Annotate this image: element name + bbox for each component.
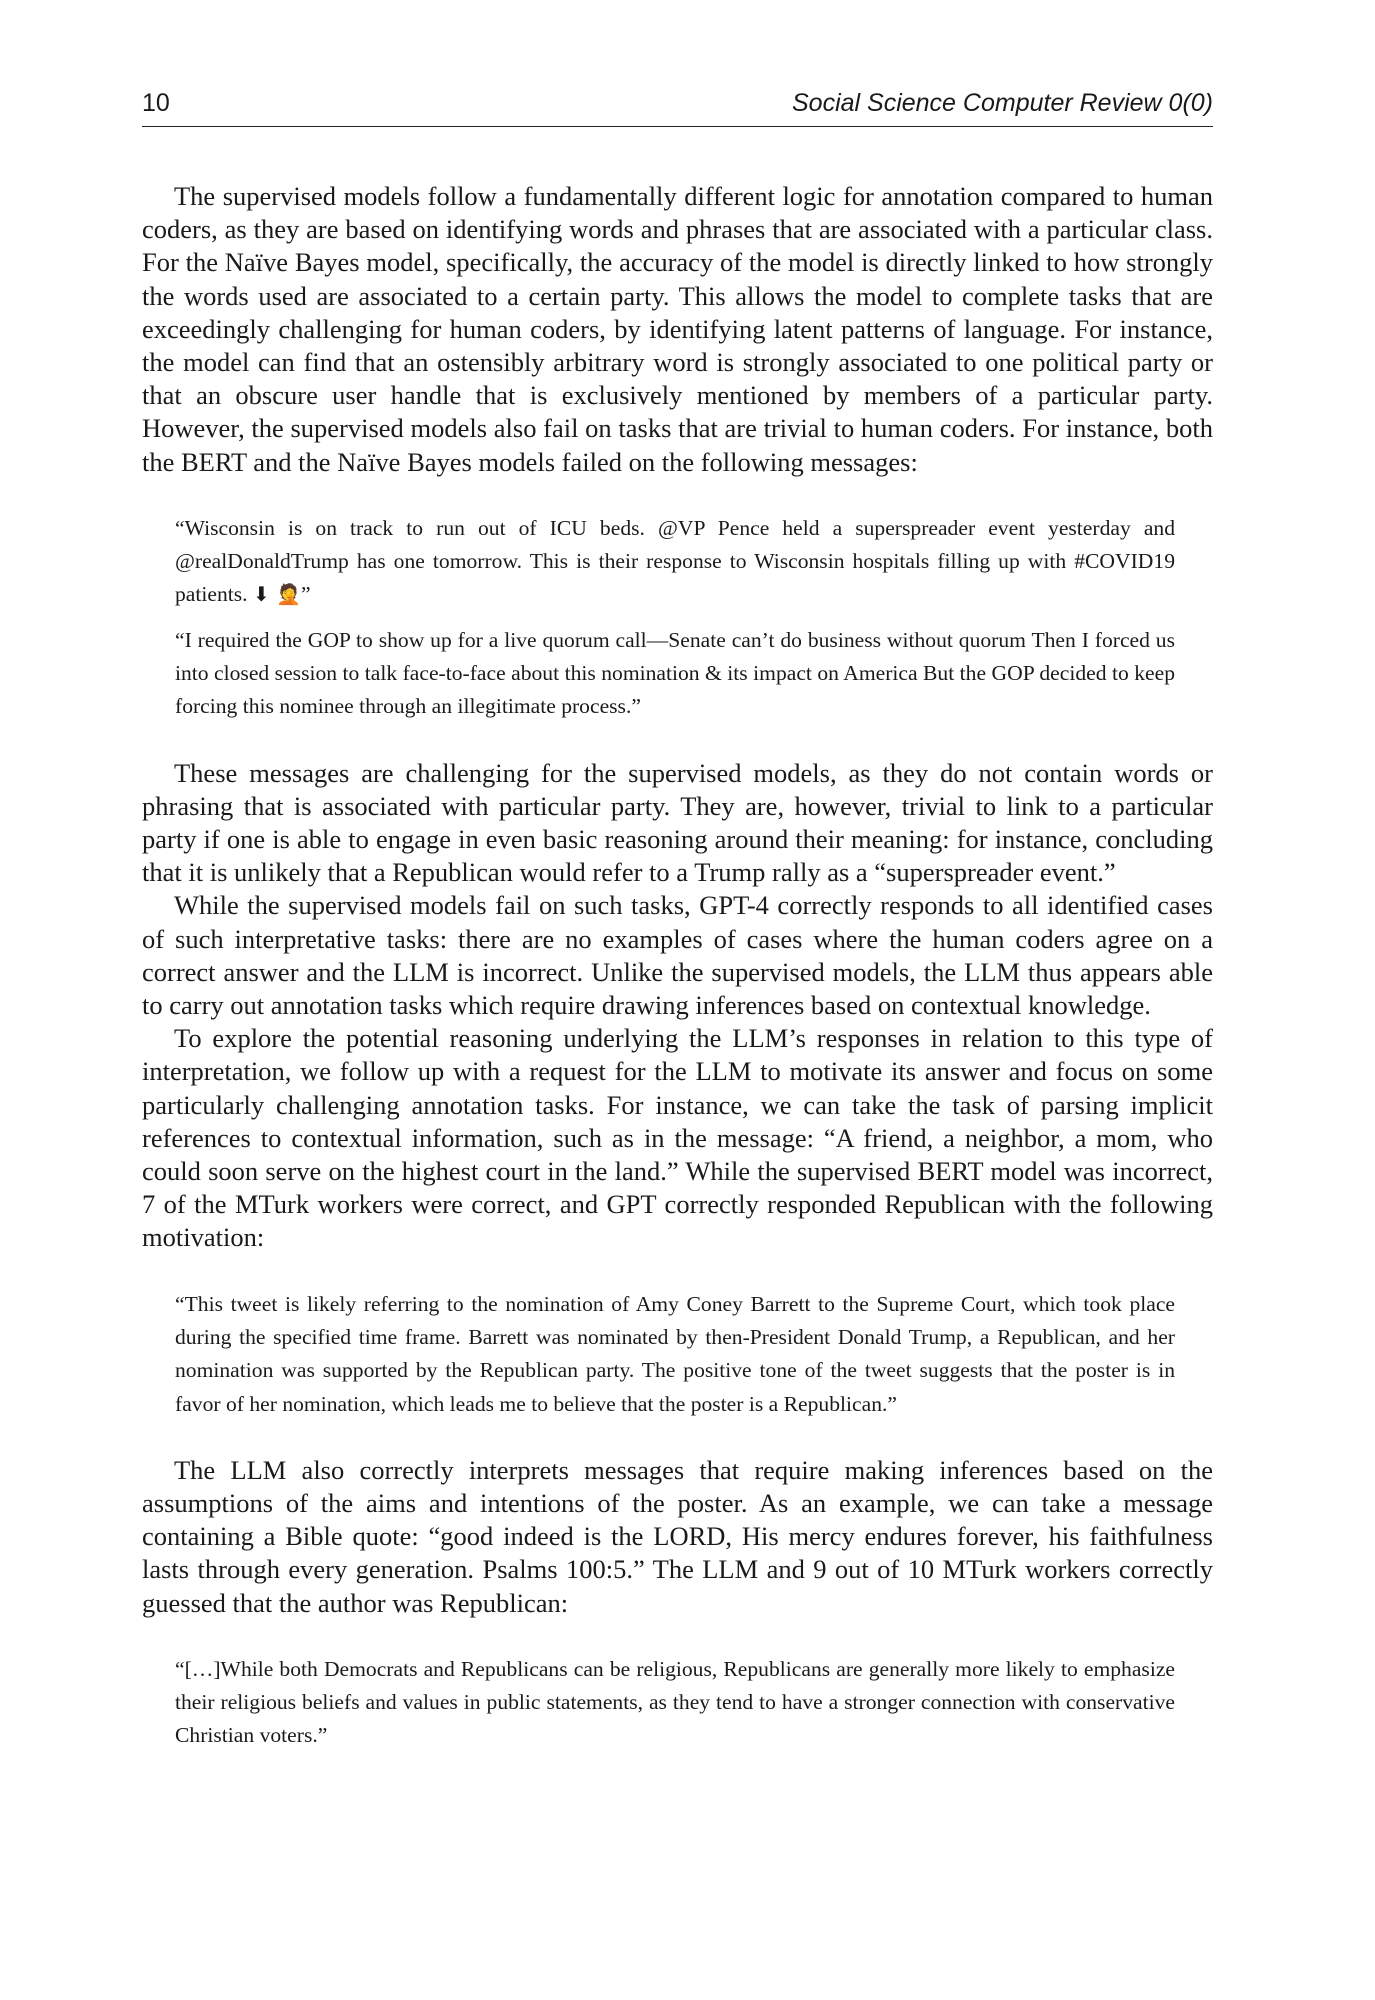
journal-name: Social Science Computer Review 0(0)	[791, 89, 1213, 117]
quote-wisconsin-tweet	[175, 512, 1175, 612]
page-number: 10	[142, 89, 170, 117]
emoji-down-arrow-facepalm-icon: ⬇ 🤦	[252, 582, 302, 607]
article-body	[142, 180, 1213, 1786]
quote-llm-religious-motivation: “[…]While both Democrats and Republicans can be religious, Republicans are generally more likely to emphasize their religious beliefs and values in public statements, as they tend to have a stronger connection with conservative Christian voters.”	[175, 1656, 1175, 1748]
quote-group-barrett	[142, 1288, 1213, 1421]
running-header	[142, 86, 1213, 127]
quote-llm-barrett-motivation: “This tweet is likely referring to the nomination of Amy Coney Barrett to the Supreme Court, which took place during the specified time frame. Barrett was nominated by then-President Donald Trump, a Republican, and her nomination was supported by the Republican party. The positive tone of the tweet suggests that the poster is in favor of her nomination, which leads me to believe that the poster is a Republican.”	[175, 1291, 1175, 1416]
quote-wisconsin-close: ”	[301, 582, 311, 607]
paragraph-bible-quote: The LLM also correctly interprets messages that require making inferences based on the assumptions of the aims and intentions of the poster. As an example, we can take a message containing a Bible quote: “good indeed is the LORD, His mercy endures forever, his faithfulness lasts through every generation. Psalms 100:5.” The LLM and 9 out of 10 MTurk workers correctly guessed that the author was Republican:	[142, 1454, 1213, 1618]
paragraph-gpt4-correct: While the supervised models fail on such tasks, GPT-4 correctly responds to all identified cases of such interpretative tasks: there are no examples of cases where the human coders agree on a correct answer and the LLM is incorrect. Unlike the supervised models, the LLM thus appears able to carry out annotation tasks which require drawing inferences based on contextual knowledge.	[142, 890, 1213, 1021]
quote-wisconsin-text: “Wisconsin is on track to run out of ICU beds. @VP Pence held a superspreader event yesterday and @realDonaldTrump has one tomorrow. This is their response to Wisconsin hospitals filling up with #COVID19 patients.	[175, 515, 1175, 607]
paragraph-challenging-messages: These messages are challenging for the supervised models, as they do not contain words or phrasing that is associated with particular party. They are, however, trivial to link to a particular party if one is able to engage in even basic reasoning around their meaning: for instance, concluding that it is unlikely that a Republican would refer to a Trump rally as a “superspreader event.”	[142, 757, 1213, 888]
paragraph-supervised-models: The supervised models follow a fundamentally different logic for annotation compared to human coders, as they are based on identifying words and phrases that are associated with a particular class. For the Naïve Bayes model, specifically, the accuracy of the model is directly linked to how strongly the words used are associated to a certain party. This allows the model to complete tasks that are exceedingly challenging for human coders, by identifying latent patterns of language. For instance, the model can find that an ostensibly arbitrary word is strongly associated to one political party or that an obscure user handle that is exclusively mentioned by members of a particular party. However, the supervised models also fail on tasks that are trivial to human coders. For instance, both the BERT and the Naïve Bayes models failed on the following messages:	[142, 181, 1213, 477]
paragraph-reasoning-exploration: To explore the potential reasoning underlying the LLM’s responses in relation to this type of interpretation, we follow up with a request for the LLM to motivate its answer and focus on some particularly challenging annotation tasks. For instance, we can take the task of parsing implicit references to contextual information, such as in the message: “A friend, a neighbor, a mom, who could soon serve on the highest court in the land.” While the supervised BERT model was incorrect, 7 of the MTurk workers were correct, and GPT correctly responded Republican with the following motivation:	[142, 1023, 1213, 1253]
quote-group-failed-messages	[142, 512, 1213, 724]
quote-group-religious	[142, 1653, 1213, 1753]
quote-quorum-tweet: “I required the GOP to show up for a live quorum call—Senate can’t do business without quorum Then I forced us into closed session to talk face-to-face about this nomination & its impact on America But the GOP decided to keep forcing this nominee through an illegitimate process.”	[175, 627, 1175, 719]
